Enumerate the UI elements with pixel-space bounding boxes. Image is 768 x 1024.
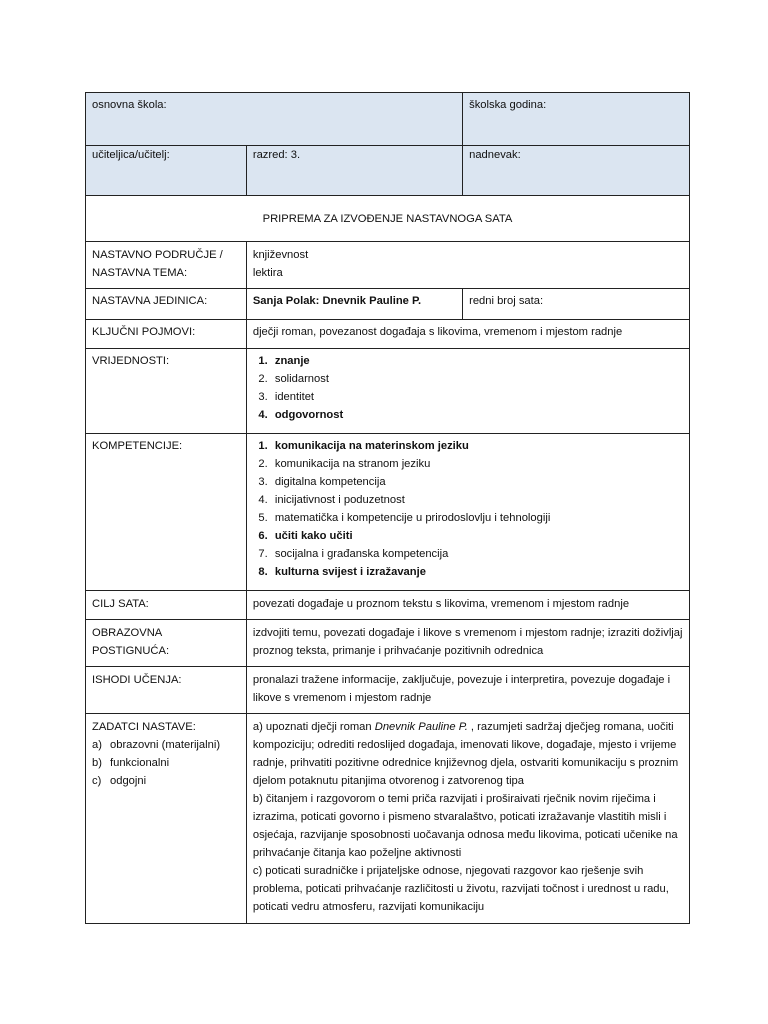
task-a-book-title: Dnevnik Pauline P. <box>374 721 468 733</box>
competency-item: 8. kulturna svijest i izražavanje <box>271 563 683 581</box>
competency-item: 7. socijalna i građanska kompetencija <box>271 545 683 563</box>
goal-label-cell <box>86 591 247 620</box>
goal-value: povezati događaje u proznom tekstu s likovima, vremenom i mjestom radnje <box>252 598 630 610</box>
tasks-sub-item <box>92 754 240 772</box>
title-row <box>86 196 690 242</box>
teacher-label: učiteljica/učitelj: <box>92 149 170 161</box>
task-b-paragraph: b) čitanjem i razgovorom o temi priča razvijati i proširaivati rječnik novim riječima i izrazima, poticati govorno i pismeno stvaralaštvo, poticati izražavanje vlastitih misli i osjećaja, razvijanje sposobnosti uočavanja odnosa među likovima, poticati učenike na prihvaćanje čitanja kao poželjne aktivnosti <box>252 793 678 859</box>
educational-outcomes-value-cell <box>246 620 689 667</box>
tasks-label: ZADATCI NASTAVE: <box>92 721 196 733</box>
educational-outcomes-row <box>86 620 690 667</box>
competency-item: 4. inicijativnost i poduzetnost <box>271 491 683 509</box>
competency-item: 3. digitalna kompetencija <box>271 473 683 491</box>
goal-row <box>86 591 690 620</box>
competency-item: 1. komunikacija na materinskom jeziku <box>271 437 683 455</box>
values-item: 1. znanje <box>271 352 683 370</box>
key-concepts-row <box>86 320 690 349</box>
grade-label: razred: 3. <box>252 149 301 161</box>
task-a-paragraph <box>253 718 683 790</box>
lesson-plan-table <box>85 92 690 924</box>
values-list-cell <box>246 349 689 434</box>
area-label-line1: NASTAVNO PODRUČJE / <box>92 249 223 261</box>
learning-outcomes-label: ISHODI UČENJA: <box>92 674 182 686</box>
date-label: nadnevak: <box>469 149 521 161</box>
lesson-number-label: redni broj sata: <box>469 295 544 307</box>
competencies-row <box>86 434 690 591</box>
values-list <box>253 352 683 424</box>
tasks-sub-marker: c) <box>92 775 102 787</box>
tasks-text-cell <box>246 714 689 924</box>
tasks-row <box>86 714 690 924</box>
header-row-school <box>86 93 690 146</box>
area-value-line1: književnost <box>252 249 309 261</box>
tasks-sub-item <box>92 772 240 790</box>
tasks-sub-text: funkcionalni <box>110 757 170 769</box>
tasks-label-cell <box>86 714 247 924</box>
title-cell <box>86 196 690 242</box>
values-row <box>86 349 690 434</box>
key-concepts-value-cell <box>246 320 689 349</box>
area-value-line2: lektira <box>252 267 283 279</box>
area-row <box>86 242 690 289</box>
values-item: 3. identitet <box>271 388 683 406</box>
unit-label-cell <box>86 289 247 320</box>
unit-label: NASTAVNA JEDINICA: <box>92 295 208 307</box>
header-row-teacher <box>86 146 690 196</box>
tasks-sub-item <box>92 736 240 754</box>
competencies-list <box>253 437 683 581</box>
unit-value-cell <box>246 289 462 320</box>
key-concepts-label: KLJUČNI POJMOVI: <box>92 326 196 338</box>
tasks-sub-marker: b) <box>92 757 102 769</box>
school-year-label: školska godina: <box>469 99 547 111</box>
unit-row <box>86 289 690 320</box>
competencies-label: KOMPETENCIJE: <box>92 440 183 452</box>
page-title: PRIPREMA ZA IZVOĐENJE NASTAVNOGA SATA <box>262 212 513 225</box>
values-label: VRIJEDNOSTI: <box>92 355 170 367</box>
learning-outcomes-row <box>86 667 690 714</box>
area-label-line2: NASTAVNA TEMA: <box>92 267 188 279</box>
key-concepts-value: dječji roman, povezanost događaja s likovima, vremenom i mjestom radnje <box>252 326 623 338</box>
area-label-cell <box>86 242 247 289</box>
grade-cell <box>246 146 462 196</box>
task-a-rest: , razumjeti sadržaj dječjeg romana, uočiti kompoziciju; odrediti redoslijed događaja, imenovati likove, događaje, mjesto i vrijeme radnje, prihvatiti pozitivne odrednice književnog djela, ostvariti komunikaciju s proznim djelom potaknutu pitanjima otvorenog i zatvorenog tipa <box>252 721 679 787</box>
tasks-sub-text: obrazovni (materijalni) <box>110 739 221 751</box>
tasks-sub-list <box>92 736 240 790</box>
school-cell <box>86 93 463 146</box>
competency-item: 5. matematička i kompetencije u prirodoslovlju i tehnologiji <box>271 509 683 527</box>
competency-item: 2. komunikacija na stranom jeziku <box>271 455 683 473</box>
learning-outcomes-label-cell <box>86 667 247 714</box>
competencies-label-cell <box>86 434 247 591</box>
learning-outcomes-value: pronalazi tražene informacije, zaključuje, povezuje i interpretira, povezuje događaje i likove s vremenom i mjestom radnje <box>252 674 671 704</box>
task-c-paragraph: c) poticati suradničke i prijateljske odnose, njegovati razgovor kao rješenje svih problema, poticati prihvaćanje različitosti u životu, razvijati točnost i urednost u radu, poticati vedru atmosferu, razvijati komunikaciju <box>252 865 669 913</box>
values-label-cell <box>86 349 247 434</box>
learning-outcomes-value-cell <box>246 667 689 714</box>
educational-outcomes-label-cell <box>86 620 247 667</box>
competency-item: 6. učiti kako učiti <box>271 527 683 545</box>
date-cell <box>463 146 690 196</box>
goal-value-cell <box>246 591 689 620</box>
goal-label: CILJ SATA: <box>92 598 149 610</box>
school-label: osnovna škola: <box>92 99 167 111</box>
values-item: 4. odgovornost <box>271 406 683 424</box>
key-concepts-label-cell <box>86 320 247 349</box>
school-year-cell <box>463 93 690 146</box>
educational-outcomes-value: izdvojiti temu, povezati događaje i likove s vremenom i mjestom radnje; izraziti doživljaj proznog teksta, primanje i prihvaćanje pozitivnih odrednica <box>252 627 683 657</box>
task-a-prefix: a) upoznati dječji roman <box>252 721 375 733</box>
competencies-list-cell <box>246 434 689 591</box>
unit-value: Sanja Polak: Dnevnik Pauline P. <box>252 295 422 307</box>
educational-outcomes-label: OBRAZOVNA POSTIGNUĆA: <box>92 627 170 657</box>
tasks-sub-marker: a) <box>92 739 102 751</box>
area-value-cell <box>246 242 689 289</box>
tasks-sub-text: odgojni <box>110 775 147 787</box>
values-item: 2. solidarnost <box>271 370 683 388</box>
lesson-number-cell <box>463 289 690 320</box>
teacher-cell <box>86 146 247 196</box>
